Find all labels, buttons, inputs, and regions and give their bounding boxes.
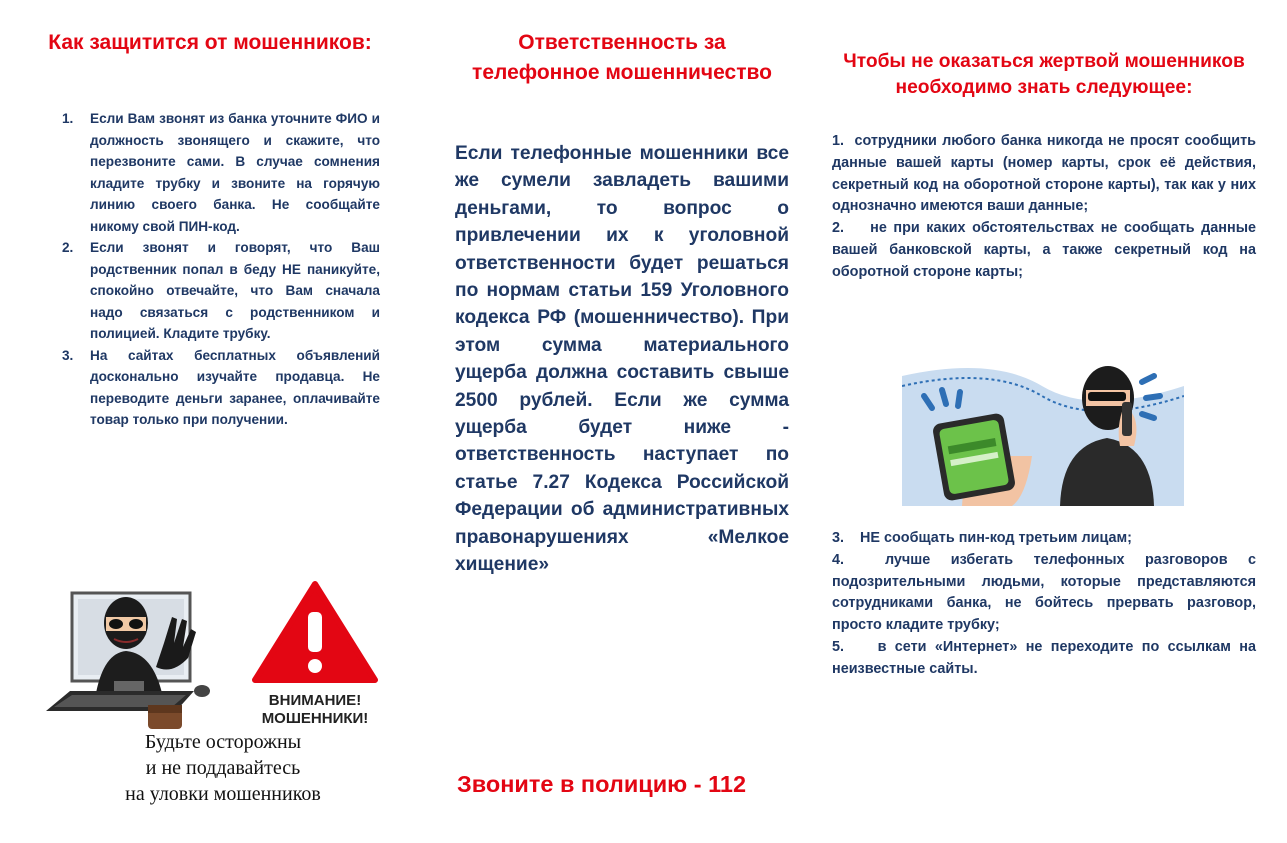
caution-line1: Будьте осторожны — [144, 731, 302, 753]
warning-line2: МОШЕННИКИ! — [261, 710, 369, 727]
warning-triangle-icon — [251, 580, 379, 685]
list-item — [62, 108, 380, 237]
list-item — [832, 637, 1256, 681]
column-awareness — [832, 0, 1256, 101]
list-item — [62, 237, 380, 345]
responsibility-title: Ответственность за телефонное мошенничество — [472, 31, 772, 84]
list-item-text: в сети «Интернет» не переходите по ссылкам на неизвестные сайты. — [832, 638, 1256, 677]
list-item — [62, 345, 380, 431]
hacker-computer-illustration — [44, 583, 234, 733]
phone-scam-illustration — [902, 346, 1184, 506]
list-item — [832, 550, 1256, 637]
awareness-list-top — [832, 131, 1256, 284]
list-item-number: 3. — [832, 530, 845, 546]
list-item-number: 2. — [62, 240, 74, 255]
awareness-title: Чтобы не оказаться жертвой мошенников необходимо знать следующее: — [843, 51, 1245, 98]
warning-line1: ВНИМАНИЕ! — [268, 692, 362, 709]
list-item-number: 5. — [832, 638, 845, 655]
list-item-text: лучше избегать телефонных разговоров с подозрительными людьми, которые представляются сотрудниками банка, не бойтесь прервать разговор, просто кладите трубку; — [832, 551, 1257, 634]
list-item — [832, 528, 1256, 550]
list-item-text: НЕ сообщать пин-код третьим лицам; — [860, 530, 1132, 546]
protection-title: Как защитится от мошенников: — [48, 31, 372, 54]
list-item-text: На сайтах бесплатных объявлений досконально изучайте продавца. Не переводите деньги заранее, оплачивайте товар только при получении. — [90, 347, 380, 427]
caution-text — [92, 729, 354, 807]
protection-list — [40, 108, 380, 431]
list-item — [832, 131, 1256, 218]
list-item-text: сотрудники любого банка никогда не просят сообщить данные вашей карты (номер карты, срок её действия, секретный код на оборотной стороне карты), так как у них однозначно имеются ваши данные; — [832, 133, 1256, 215]
warning-sign — [251, 580, 379, 725]
list-item-number: 1. — [832, 133, 845, 149]
list-item-number: 4. — [832, 551, 845, 568]
list-item-number: 2. — [832, 220, 845, 237]
awareness-list-bottom — [832, 528, 1256, 681]
list-item-text: не при каких обстоятельствах не сообщать данные вашей банковской карты, а также секретный код на оборотной стороне карты; — [832, 220, 1256, 280]
responsibility-body: Если телефонные мошенники все же сумели завладеть вашими деньгами, то вопрос о привлечении их к уголовной ответственности будет решаться по нормам статьи 159 Уголовного кодекса РФ (мошенничество). При этом сумма материального ущерба должна составить свыше 2500 рублей. Если же сумма ущерба будет ниже - ответственность наступает по статье 7.27 Кодекса Российской Федерации об административных правонарушениях «Мелкое хищение» — [455, 143, 789, 576]
column-responsibility — [455, 0, 789, 579]
column-protection — [40, 0, 380, 431]
caution-line2: и не поддавайтесь — [145, 757, 301, 779]
list-item-text: Если звонят и говорят, что Ваш родственник попал в беду НЕ паникуйте, спокойно отвечайте, что Вам сначала надо связаться с родственником и полицией. Кладите трубку. — [90, 240, 380, 341]
list-item-number: 1. — [62, 111, 74, 126]
police-call-text: Звоните в полицию - 112 — [457, 771, 747, 797]
list-item — [832, 218, 1256, 283]
caution-line3: на уловки мошенников — [125, 783, 321, 805]
list-item-number: 3. — [62, 347, 74, 363]
list-item-text: Если Вам звонят из банка уточните ФИО и должность звонящего и скажите, что перезвоните сами. В случае сомнения кладите трубку и звоните на горячую линию своего банка. Не сообщайте никому свой ПИН-код. — [90, 111, 380, 234]
